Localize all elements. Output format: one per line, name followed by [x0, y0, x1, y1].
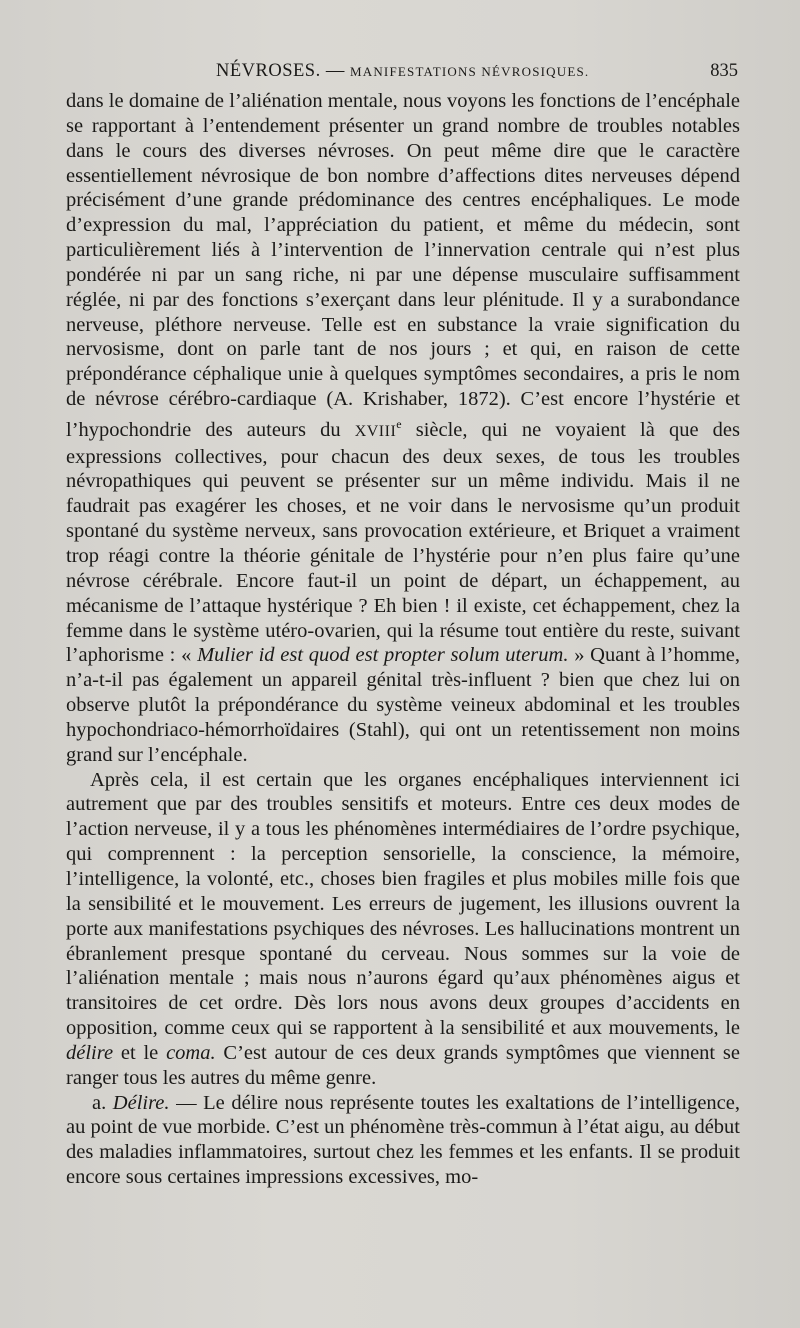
header-separator: — [325, 61, 345, 81]
paragraph-2-text-a: Après cela, il est certain que les organes encéphaliques interviennent ici autrement que par des troubles sensitifs et moteurs. Entre ces deux modes de l’action nerveuse, il y a tous les phénomènes intermédiaires de l’ordre psychique, qui comprennent : la perception sensorielle, la conscience, la mémoire, l’intelligence, la volonté, etc., choses bien fragiles et plus mobiles mille fois que la sensibilité et le mouvement. Les erreurs de jugement, les illusions ouvrent la porte aux manifestations psychiques des névroses. Les hallucinations montrent un ébranlement presque spontané du cerveau. Nous sommes sur la voie de l’aliénation mentale ; mais nous n’aurons égard qu’aux phénomènes aigus et transitoires de cet ordre. Dès lors nous avons deux groupes d’accidents en opposition, comme ceux qui se rapportent à la sensibilité et aux mouvements, le [66, 768, 740, 1040]
section-label: a. [92, 1091, 107, 1114]
body-text [66, 89, 740, 1190]
paragraph-2 [66, 768, 740, 1091]
paragraph-2-text-c: C’est autour de ces deux grands symptômes que viennent se ranger tous les autres du même genre. [66, 1041, 740, 1089]
running-header-title [216, 56, 589, 87]
paragraph-2-text-b: et le [113, 1041, 167, 1064]
paragraph-1-text-c: » Quant à l’homme, n’a-t-il pas également un appareil génital très-influent ? bien que chez lui on observe plutôt la prépondérance du système veineux abdominal et les troubles hypochondriaco-hémorrhoïdaires (Stahl), qui ont un retentissement non moins grand sur l’encéphale. [66, 644, 740, 766]
term-coma: coma. [166, 1041, 216, 1064]
header-subtitle: MANIFESTATIONS NÉVROSIQUES. [349, 64, 590, 79]
page-number: 835 [710, 61, 738, 81]
century-numeral: XVIII [354, 422, 397, 440]
term-delire: délire [66, 1041, 114, 1064]
running-header [66, 56, 740, 86]
paragraph-3 [66, 1091, 740, 1190]
section-heading: Délire. [112, 1091, 170, 1114]
header-title: NÉVROSES. [216, 61, 321, 81]
paragraph-1-text-b: siècle, qui ne voyaient là que des expressions collectives, pour chacun des deux sexes, de tous les troubles névropathiques qui peuvent se présenter sur un même individu. Mais il ne faudrait pas exagérer les choses, et ne voir dans le nervosisme qu’un produit spontané du système nerveux, sans provocation extérieure, et Briquet a vraiment trop réagi contre la théorie génitale de l’hystérie pour n’en plus faire qu’une névrose cérébrale. Encore faut-il un point de départ, un échappement, au mécanisme de l’attaque hystérique ? Eh bien ! il existe, cet échappement, chez la femme dans le système utéro-ovarien, qui la résume tout entière du reste, suivant l’aphorisme : « [66, 418, 740, 667]
latin-aphorism: Mulier id est quod est propter solum uterum. [197, 644, 569, 667]
paragraph-1 [66, 89, 740, 768]
paragraph-3-text: — Le délire nous représente toutes les exaltations de l’intelligence, au point de vue morbide. C’est un phénomène très-commun à l’état aigu, au début des maladies inflammatoires, surtout chez les femmes et les enfants. Il se produit encore sous certaines impressions excessives, mo- [66, 1091, 741, 1189]
paragraph-1-text-a: dans le domaine de l’aliénation mentale, nous voyons les fonctions de l’encéphale se rapportant à l’entendement présenter un grand nombre de troubles notables dans le cours des diverses névroses. On peut même dire que le caractère essentiellement névrosique de bon nombre d’affections dites nerveuses dépend précisément d’une grande prédominance des centres encéphaliques. Le mode d’expression du mal, l’appréciation du patient, et même du médecin, sont particulièrement liés à l’intervention de l’innervation centrale qui n’est plus pondérée ni par un sang riche, ni par une dépense musculaire suffisamment réglée, ni par des fonctions s’exerçant dans leur plénitude. Il y a surabondance nerveuse, pléthore nerveuse. Telle est en substance la vraie signification du nervosisme, dont on parle tant de nos jours ; et qui, en raison de cette prépondérance céphalique unie à quelques symptômes secondaires, a pris le nom de névrose cérébro-cardiaque (A. Krishaber, 1872). C’est encore l’hystérie et l’hypochondrie des auteurs du [66, 90, 740, 441]
century-superscript: e [396, 416, 402, 431]
